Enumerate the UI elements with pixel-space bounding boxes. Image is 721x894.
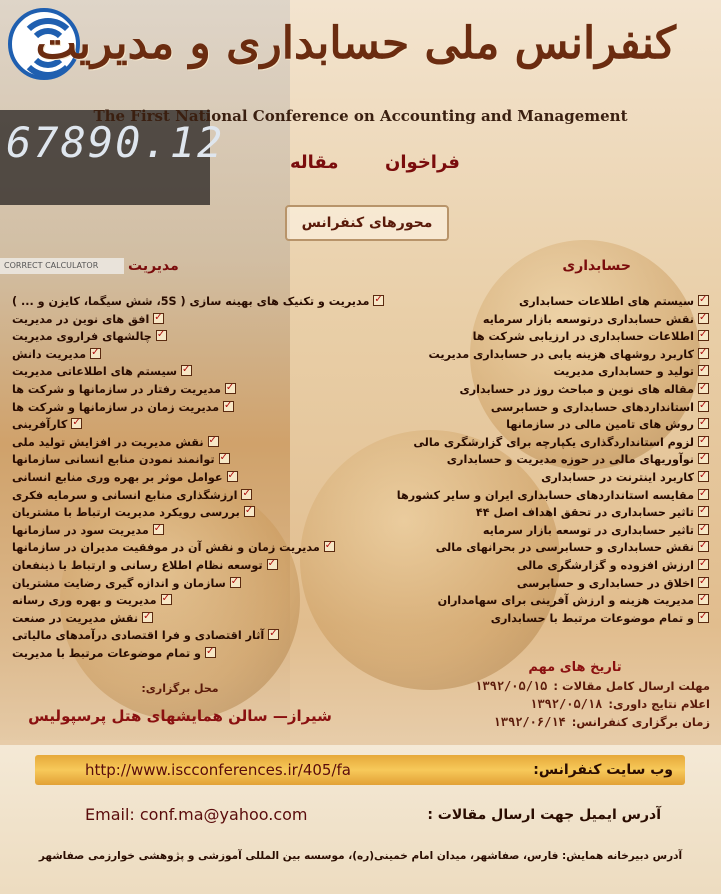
management-topic — [12, 311, 412, 329]
topic-label: نقش حسابداری درتوسعه بازار سرمایه — [482, 312, 694, 326]
checkbox-icon — [698, 541, 709, 552]
topic-label: مدیریت سود در سازمانها — [12, 523, 149, 537]
topic-label: بررسی رویکرد مدیریت ارتباط با مشتریان — [12, 506, 240, 520]
topic-label: ارزش افزوده و گزارشگری مالی — [516, 558, 694, 572]
date-row: اعلام نتایج داوری:۱۳۹۲/۰۵/۱۸ — [530, 697, 710, 711]
checkbox-icon — [241, 489, 252, 500]
checkbox-icon — [698, 418, 709, 429]
topic-label: روش های تامین مالی در سازمانها — [506, 418, 694, 432]
venue-label: محل برگزاری: — [141, 682, 219, 695]
accounting-heading: حسابداری — [562, 258, 631, 274]
management-heading: مدیریت — [128, 258, 179, 274]
management-topic — [12, 645, 412, 663]
checkbox-icon — [71, 418, 82, 429]
topic-label: کاربرد اینترنت در حسابداری — [541, 470, 694, 484]
checkbox-icon — [142, 612, 153, 623]
topic-label: نوآوریهای مالی در حوزه مدیریت و حسابداری — [446, 453, 694, 467]
checkbox-icon — [161, 594, 172, 605]
checkbox-icon — [230, 577, 241, 588]
checkbox-icon — [698, 506, 709, 517]
conference-axes-title: محورهای کنفرانس — [285, 205, 449, 241]
checkbox-icon — [223, 401, 234, 412]
topic-label: و تمام موضوعات مرتبط با حسابداری — [490, 611, 694, 625]
important-dates — [440, 660, 710, 731]
management-topic — [12, 504, 412, 522]
checkbox-icon — [698, 471, 709, 482]
checkbox-icon — [698, 524, 709, 535]
topic-label: ارزشگذاری منابع انسانی و سرمایه فکری — [12, 488, 238, 502]
management-topic — [12, 328, 412, 346]
email-row — [0, 800, 721, 830]
topic-label: چالشهای فراروی مدیریت — [12, 330, 152, 344]
management-topic — [12, 610, 412, 628]
topic-label: کارآفرینی — [12, 418, 68, 432]
topic-label: افق های نوین در مدیریت — [12, 312, 150, 326]
checkbox-icon — [698, 594, 709, 605]
checkbox-icon — [698, 348, 709, 359]
checkbox-icon — [373, 295, 384, 306]
topic-label: مدیریت دانش — [12, 347, 87, 361]
checkbox-icon — [698, 489, 709, 500]
management-topic — [12, 381, 412, 399]
topic-label: مقاله های نوین و مباحث روز در حسابداری — [459, 382, 694, 396]
checkbox-icon — [698, 383, 709, 394]
checkbox-icon — [698, 365, 709, 376]
topic-label: مدیریت زمان در سازمانها و شرکت ها — [12, 400, 220, 414]
topic-label: مدیریت رفتار در سازمانها و شرکت ها — [12, 382, 221, 396]
email-link[interactable]: Email: conf.ma@yahoo.com — [85, 805, 308, 824]
checkbox-icon — [267, 559, 278, 570]
topic-label: مقایسه استانداردهای حسابداری ایران و سایر کشورها — [396, 488, 694, 502]
checkbox-icon — [268, 629, 279, 640]
topic-label: تاثیر حسابداری در توسعه بازار سرمایه — [482, 523, 694, 537]
topic-label: اخلاق در حسابداری و حسابرسی — [516, 576, 694, 590]
website-bar — [35, 755, 685, 785]
management-topic — [12, 469, 412, 487]
checkbox-icon — [698, 330, 709, 341]
management-topic — [12, 557, 412, 575]
management-topic — [12, 575, 412, 593]
topic-label: توانمند نمودن منابع انسانی سازمانها — [12, 453, 215, 467]
checkbox-icon — [698, 559, 709, 570]
topic-label: توسعه نظام اطلاع رسانی و ارتباط با ذینفعان — [12, 558, 263, 572]
checkbox-icon — [153, 313, 164, 324]
topic-label: سیستم های اطلاعاتی مدیریت — [12, 365, 178, 379]
checkbox-icon — [181, 365, 192, 376]
venue-value: شیراز— سالن همایشهای هتل پرسپولیس — [28, 707, 332, 725]
email-label: آدرس ایمیل جهت ارسال مقالات : — [427, 807, 661, 823]
management-topic — [12, 346, 412, 364]
management-topic — [12, 363, 412, 381]
checkbox-icon — [698, 436, 709, 447]
checkbox-icon — [324, 541, 335, 552]
checkbox-icon — [698, 295, 709, 306]
website-label: وب سایت کنفرانس: — [533, 762, 673, 778]
topic-label: و تمام موضوعات مرتبط با مدیریت — [12, 646, 202, 660]
checkbox-icon — [219, 453, 230, 464]
topic-label: مدیریت و بهره وری رسانه — [12, 594, 157, 608]
checkbox-icon — [698, 453, 709, 464]
checkbox-icon — [156, 330, 167, 341]
topic-label: لزوم استانداردگذاری یکپارچه برای گزارشگری مالی — [413, 435, 694, 449]
checkbox-icon — [698, 401, 709, 412]
checkbox-icon — [698, 577, 709, 588]
topic-label: مدیریت هزینه و ارزش آفرینی برای سهامداران — [437, 594, 694, 608]
topic-label: استانداردهای حسابداری و حسابرسی — [490, 400, 694, 414]
topic-label: نقش مدیریت در صنعت — [12, 611, 139, 625]
topic-label: نقش مدیریت در افزایش تولید ملی — [12, 435, 204, 449]
management-topic — [12, 293, 412, 311]
management-topic — [12, 451, 412, 469]
paper-word: مقاله — [290, 152, 339, 173]
checkbox-icon — [244, 506, 255, 517]
calculator-digits: 67890.12 — [6, 118, 225, 167]
checkbox-icon — [153, 524, 164, 535]
checkbox-icon — [227, 471, 238, 482]
topic-label: تولید و حسابداری مدیریت — [553, 365, 694, 379]
topic-label: نقش حسابداری و حسابرسی در بحرانهای مالی — [435, 541, 694, 555]
topic-label: سازمان و اندازه گیری رضایت مشتریان — [12, 576, 226, 590]
topic-label: مدیریت و تکنیک های بهینه سازی ( 5S، شش سیگما، کایزن و ... ) — [12, 295, 370, 308]
topic-label: تاثیر حسابداری در تحقق اهداف اصل ۴۴ — [475, 506, 694, 520]
venue — [20, 682, 340, 725]
checkbox-icon — [698, 313, 709, 324]
checkbox-icon — [225, 383, 236, 394]
checkbox-icon — [205, 647, 216, 658]
management-topic — [12, 522, 412, 540]
topic-label: اطلاعات حسابداری در ارزیابی شرکت ها — [472, 330, 694, 344]
topic-label: مدیریت زمان و نقش آن در موفقیت مدیران در سازمانها — [12, 541, 320, 555]
date-row: مهلت ارسال کامل مقالات :۱۳۹۲/۰۵/۱۵ — [475, 679, 710, 693]
date-row: زمان برگزاری کنفرانس:۱۳۹۲/۰۶/۱۴ — [493, 715, 710, 729]
page-title: کنفرانس ملی حسابداری و مدیریت — [35, 18, 676, 69]
topic-label: سیستم های اطلاعات حسابداری — [519, 295, 694, 308]
topic-label: عوامل موثر بر بهره وری منابع انسانی — [12, 470, 223, 484]
secretariat-address: آدرس دبیرخانه همایش: فارس، صفاشهر، میدان امام خمینی(ره)، موسسه بین المللی آموزشی و پژوهشی خوارزمی صفاشهر — [38, 850, 683, 862]
calculator-label: CORRECT CALCULATOR — [0, 258, 124, 274]
english-subtitle: The First National Conference on Accounting and Management — [93, 107, 628, 125]
management-topic — [12, 592, 412, 610]
management-topic — [12, 539, 412, 557]
management-topic — [12, 487, 412, 505]
topic-label: کاربرد روشهای هزینه یابی در حسابداری مدیریت — [428, 347, 694, 361]
checkbox-icon — [698, 612, 709, 623]
management-topics-list — [12, 293, 412, 662]
dates-heading: تاریخ های مهم — [528, 660, 622, 675]
topic-label: آثار اقتصادی و فرا اقتصادی درآمدهای مالیاتی — [12, 629, 265, 643]
checkbox-icon — [208, 436, 219, 447]
checkbox-icon — [90, 348, 101, 359]
management-topic — [12, 434, 412, 452]
call-word: فراخوان — [385, 152, 460, 173]
website-link[interactable]: http://www.iscconferences.ir/405/fa — [85, 761, 351, 779]
